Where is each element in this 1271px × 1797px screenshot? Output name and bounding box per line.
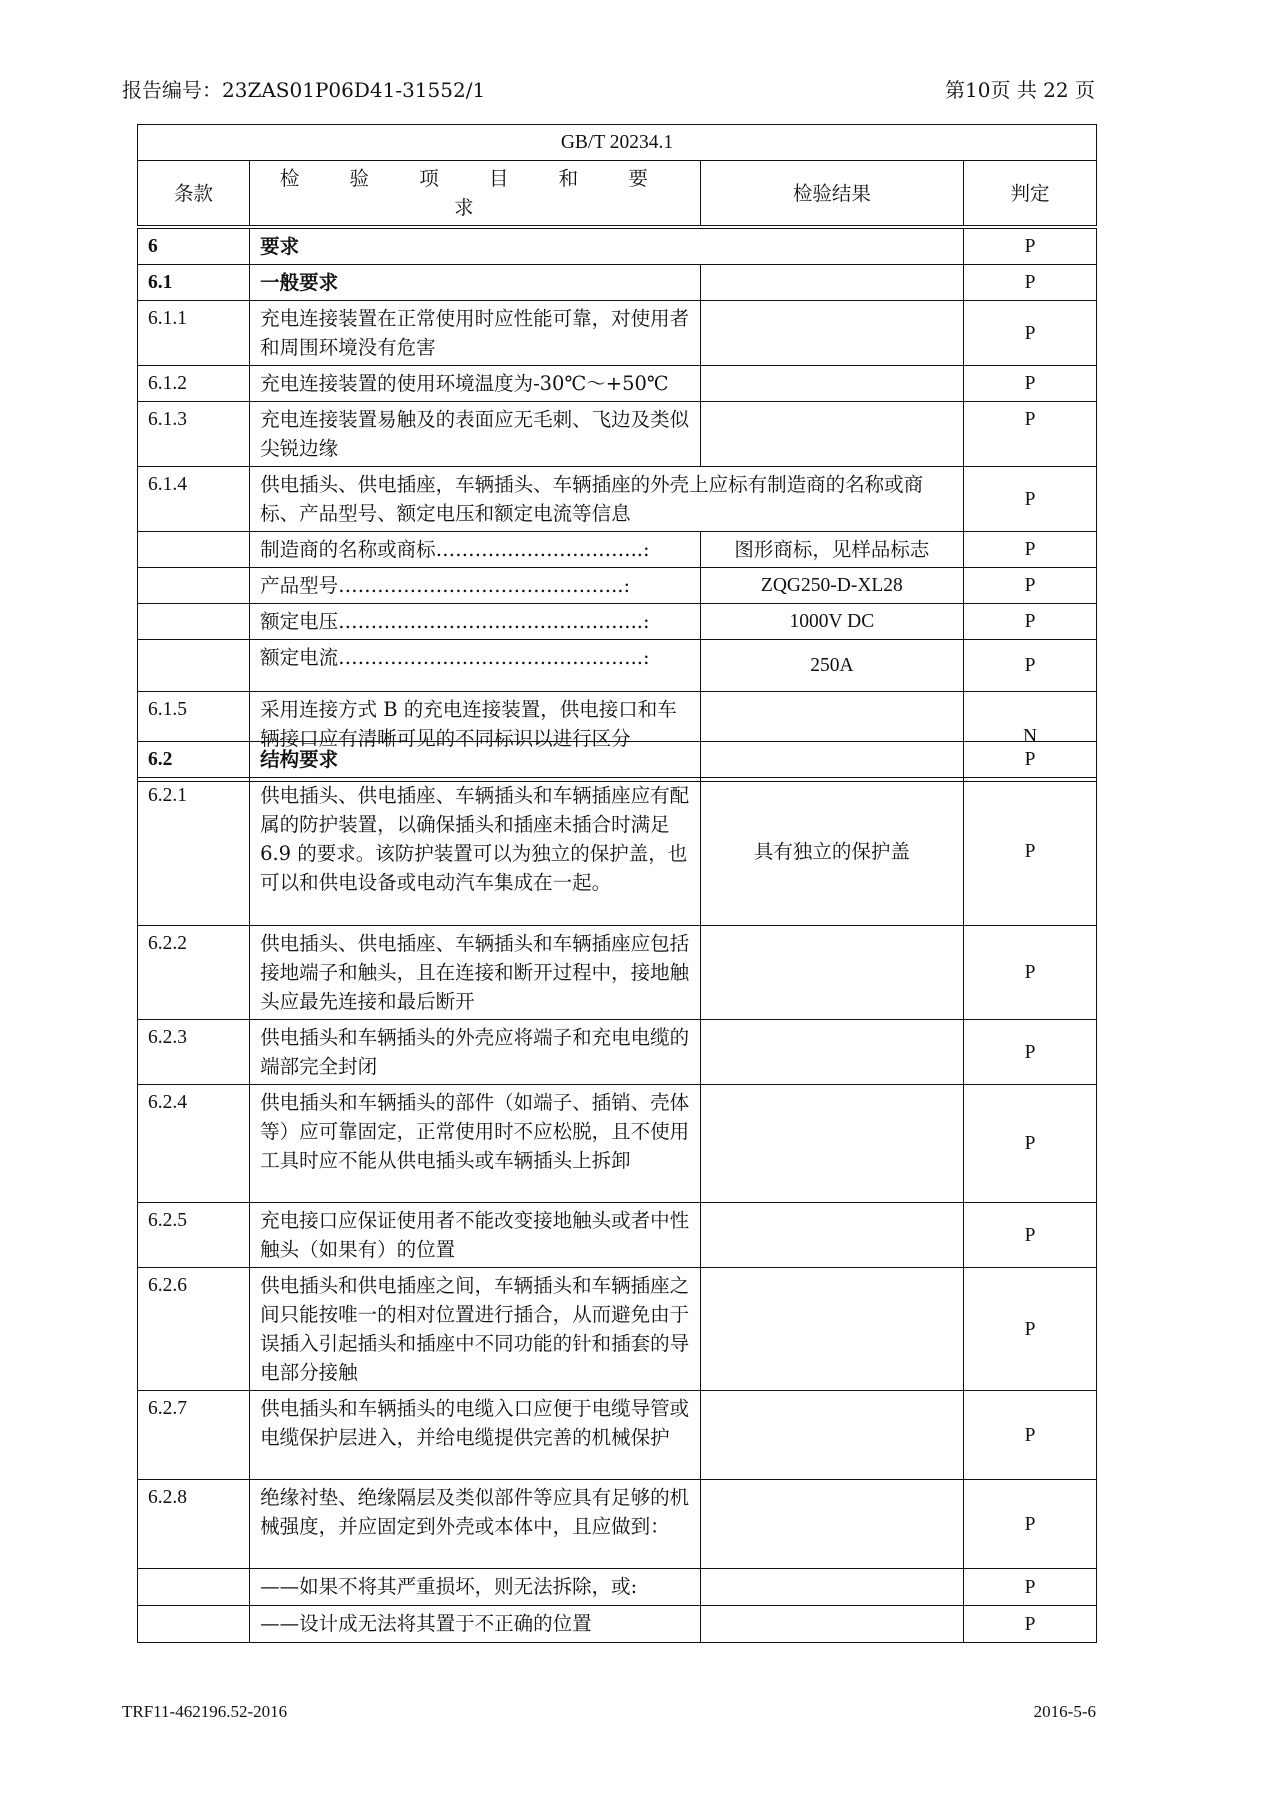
table-row: 额定电流………………………………………..: 250A P bbox=[138, 640, 1097, 692]
report-number: 报告编号：23ZAS01P06D41-31552/1 bbox=[122, 78, 486, 102]
table-row: 6.1.5 采用连接方式 B 的充电连接装置，供电接口和车辆接口应有清晰可见的不同标识以进行区分 N bbox=[138, 692, 1097, 782]
col-header-item: 检 验 项 目 和 要 求 bbox=[250, 161, 701, 228]
col-header-clause: 条款 bbox=[138, 161, 250, 228]
table-row: 制造商的名称或商标…………………………..: 图形商标，见样品标志 P bbox=[138, 532, 1097, 568]
table-row: 6.2 结构要求 P bbox=[138, 742, 1097, 778]
table-row: 6.2.2 供电插头、供电插座、车辆插头和车辆插座应包括接地端子和触头，且在连接和断开过程中，接地触头应最先连接和最后断开 P bbox=[138, 926, 1097, 1020]
table-row: 6.2.1 供电插头、供电插座、车辆插头和车辆插座应有配属的防护装置，以确保插头和插座未插合时满足 6.9 的要求。该防护装置可以为独立的保护盖，也可以和供电设备或电动汽车集成在一起。 具有独立的保护盖 P bbox=[138, 778, 1097, 926]
table-row: 6.2.6 供电插头和供电插座之间，车辆插头和车辆插座之间只能按唯一的相对位置进行插合，从而避免由于误插入引起插头和插座中不同功能的针和插套的导电部分接触 P bbox=[138, 1268, 1097, 1391]
inspection-table-structure bbox=[137, 741, 1097, 1643]
form-number: TRF11-462196.52-2016 bbox=[122, 1702, 288, 1721]
table-row: 6.2.8 绝缘衬垫、绝缘隔层及类似部件等应具有足够的机械强度，并应固定到外壳或本体中，且应做到： P bbox=[138, 1480, 1097, 1569]
table-row: 6 要求 P bbox=[138, 227, 1097, 265]
table-row: ——如果不将其严重损坏，则无法拆除，或: P bbox=[138, 1569, 1097, 1606]
col-header-verdict: 判定 bbox=[964, 161, 1097, 228]
table-row: 产品型号……………………………………..: ZQG250-D-XL28 P bbox=[138, 568, 1097, 604]
table-row: 6.1.3 充电连接装置易触及的表面应无毛刺、飞边及类似尖锐边缘 P bbox=[138, 402, 1097, 467]
page-info: 第10页 共 22 页 bbox=[945, 78, 1095, 102]
table-row: 6.2.5 充电接口应保证使用者不能改变接地触头或者中性触头（如果有）的位置 P bbox=[138, 1203, 1097, 1268]
table-row: 6.2.3 供电插头和车辆插头的外壳应将端子和充电电缆的端部完全封闭 P bbox=[138, 1020, 1097, 1085]
inspection-table-general bbox=[137, 124, 1097, 782]
table-row: 6.1.2 充电连接装置的使用环境温度为-30℃～+50℃ P bbox=[138, 366, 1097, 402]
table-row: 6.2.7 供电插头和车辆插头的电缆入口应便于电缆导管或电缆保护层进入，并给电缆提供完善的机械保护 P bbox=[138, 1391, 1097, 1480]
standard-title: GB/T 20234.1 bbox=[138, 125, 1097, 161]
col-header-result: 检验结果 bbox=[700, 161, 963, 228]
table-row: ——设计成无法将其置于不正确的位置 P bbox=[138, 1606, 1097, 1643]
table-row: 6.1.4 供电插头、供电插座，车辆插头、车辆插座的外壳上应标有制造商的名称或商标、产品型号、额定电压和额定电流等信息 P bbox=[138, 467, 1097, 532]
table-row: 6.1.1 充电连接装置在正常使用时应性能可靠，对使用者和周围环境没有危害 P bbox=[138, 301, 1097, 366]
table-row: 6.2.4 供电插头和车辆插头的部件（如端子、插销、壳体等）应可靠固定，正常使用时不应松脱，且不使用工具时应不能从供电插头或车辆插头上拆卸 P bbox=[138, 1085, 1097, 1203]
form-date: 2016-5-6 bbox=[1033, 1702, 1096, 1721]
table-row: 额定电压………………………………………..: 1000V DC P bbox=[138, 604, 1097, 640]
table-row: 6.1 一般要求 P bbox=[138, 265, 1097, 301]
